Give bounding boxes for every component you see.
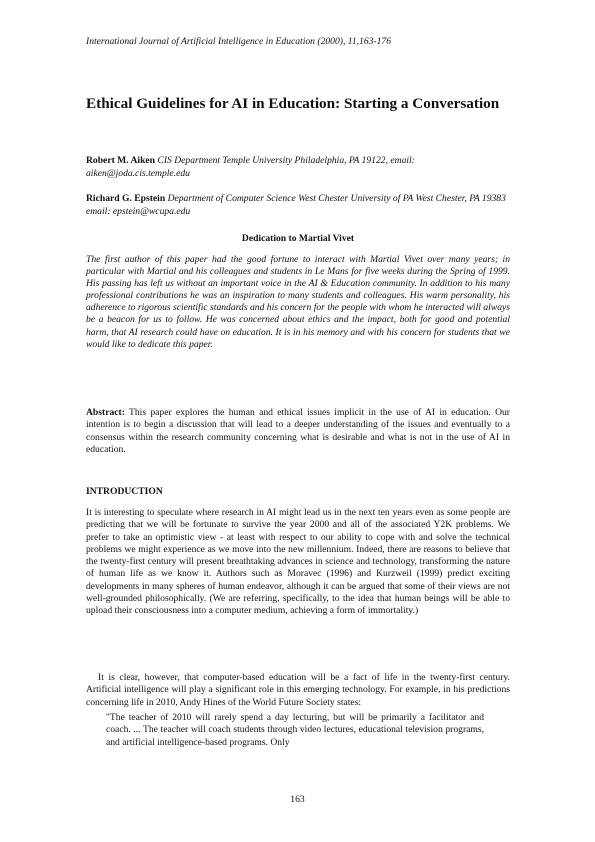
abstract-text: This paper explores the human and ethical issues implicit in the use of AI in education. Our intention is to begin a discussion that will lead to a deeper understanding of the issues and eventually to a consensus within the research community concerning what is desirable and what is not in the use of AI in education.: [86, 407, 510, 456]
block-quote: "The teacher of 2010 will rarely spend a day lecturing, but will be primarily a facilitator and coach. ... The teacher will coach students through video lectures, educational television programs, and artificial intelligence-based programs. Only: [106, 712, 484, 748]
author-block: [86, 193, 516, 218]
author-affiliation: CIS Department Temple University Philadelphia, PA 19122, email: aiken@joda.cis.temple.edu: [86, 155, 415, 179]
journal-header: International Journal of Artificial Intelligence in Education (2000), 11,163-176: [86, 36, 391, 47]
paper-title: Ethical Guidelines for AI in Education: Starting a Conversation: [86, 95, 500, 112]
intro-paragraph-1: It is interesting to speculate where research in AI might lead us in the next ten years even as some people are predicting that we will be fortunate to survive the year 2000 and all of the associated Y2K problems. We prefer to take an optimistic view - at least with respect to our ability to cope with and solve the technical problems we might experience as we move into the new millennium. Indeed, there are reasons to believe that the twenty-first century will present breathtaking advances in science and technology, transforming the nature of human life as we know it. Authors such as Moravec (1996) and Kurzweil (1999) predict exciting developments in many spheres of human endeavor, although it can be argued that some of their views are not well-grounded philosophically. (We are referring, specifically, to the idea that human beings will be able to upload their consciousness into a computer medium, achieving a form of immortality.): [86, 507, 510, 617]
section-heading-introduction: INTRODUCTION: [86, 486, 163, 497]
author-name: Robert M. Aiken: [86, 155, 156, 166]
author-affiliation: Department of Computer Science West Chester University of PA West Chester, PA 19383 email: epstein@wcupa.edu: [86, 193, 506, 217]
dedication-heading: Dedication to Martial Vivet: [241, 233, 355, 244]
abstract-label: Abstract:: [86, 407, 125, 418]
author-name: Richard G. Epstein: [86, 193, 166, 204]
abstract: [86, 407, 510, 457]
dedication-text: The first author of this paper had the good fortune to interact with Martial Vivet over many years; in particular with Martial and his colleagues and students in Le Mans for five weeks during the Spring of 1999. His passing has left us without an important voice in the AI & Education community. In addition to his many professional contributions he was an inspiration to many students and colleagues. His warm personality, his adherence to rigorous scientific standards and his concern for the people with whom he interacted will always be a beacon for us to follow. He was concerned about ethics and the impact, both for good and potential harm, that AI research could have on education. It is in his memory and with his concern for students that we would like to dedicate this paper.: [86, 254, 510, 350]
author-block: [86, 155, 516, 180]
intro-paragraph-2: It is clear, however, that computer-based education will be a fact of life in the twenty-first century. Artificial intelligence will play a significant role in this emerging technology. For example, in his predictions concerning life in 2010, Andy Hines of the World Future Society states:: [86, 672, 510, 708]
page-number: 163: [290, 794, 305, 805]
